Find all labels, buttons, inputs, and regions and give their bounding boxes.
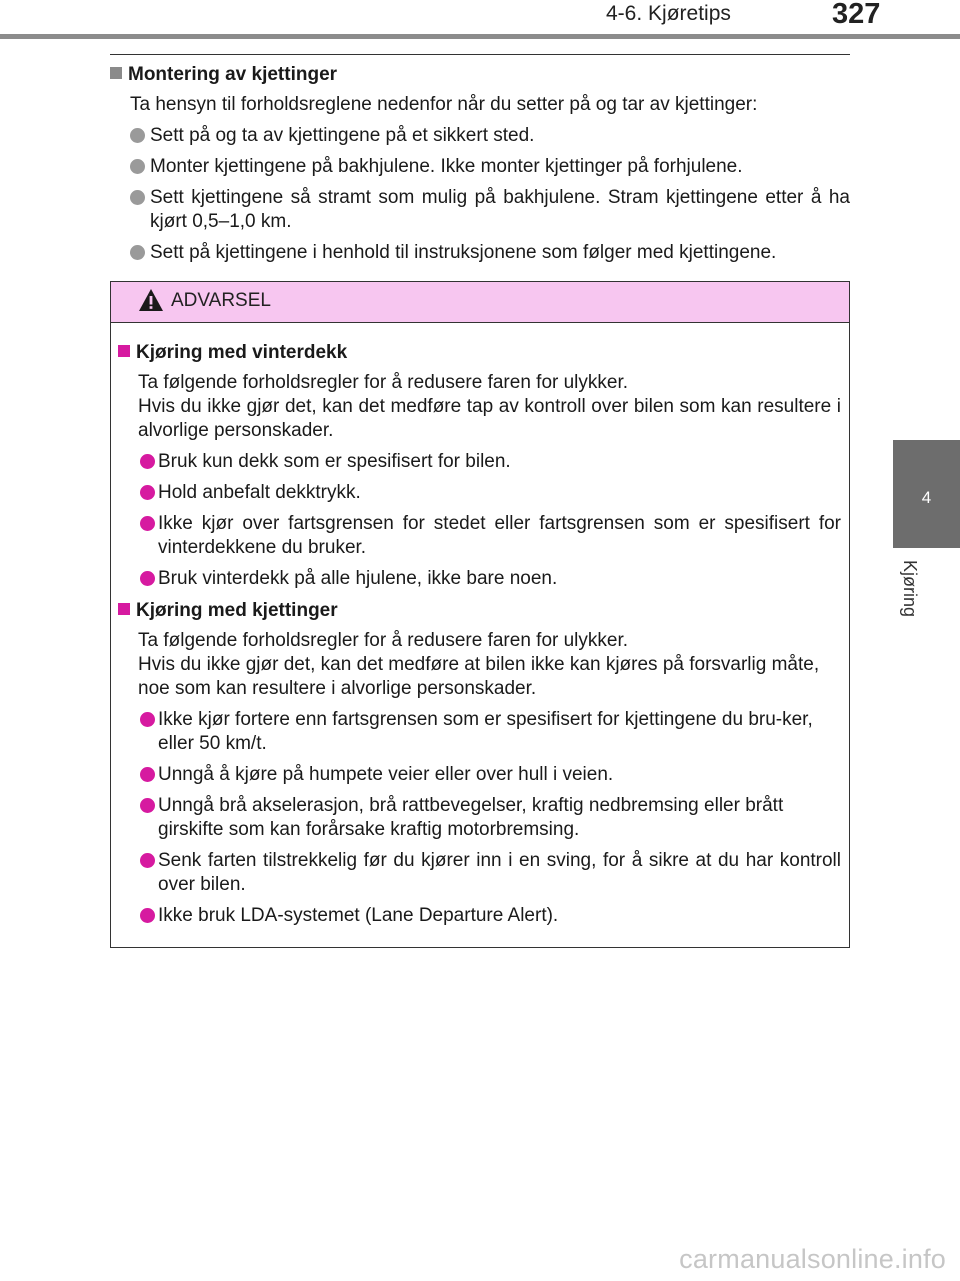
bullet-dot-icon — [140, 767, 155, 782]
section-bullet-list — [110, 124, 850, 265]
page-number: 327 — [832, 0, 881, 30]
list-item — [110, 186, 850, 234]
square-bullet-icon — [118, 345, 130, 357]
bullet-dot-icon — [140, 454, 155, 469]
warning-triangle-icon — [138, 288, 164, 312]
bullet-dot-icon — [140, 798, 155, 813]
bullet-dot-icon — [140, 853, 155, 868]
section-mounting-chains — [110, 63, 850, 265]
warning-subheading-chains — [118, 599, 841, 623]
bullet-dot-icon — [140, 485, 155, 500]
section-heading-text: Montering av kjettinger — [128, 64, 338, 85]
list-item — [118, 904, 841, 928]
list-item-text: Sett på og ta av kjettingene på et sikkert sted. — [150, 125, 535, 146]
list-item — [110, 155, 850, 179]
section-heading — [110, 63, 850, 87]
content-divider — [110, 54, 850, 55]
bullet-dot-icon — [140, 516, 155, 531]
warning-subheading-text: Kjøring med kjettinger — [136, 600, 338, 621]
list-item-text: Bruk vinterdekk på alle hjulene, ikke bare noen. — [158, 568, 558, 589]
warning-paragraph-line: Ta følgende forholdsregler for å redusere faren for ulykker. — [138, 372, 629, 393]
warning-header — [111, 282, 849, 323]
warning-paragraph — [118, 371, 841, 443]
list-item-text: Senk farten tilstrekkelig før du kjører inn i en sving, for å sikre at du har kontroll over bilen. — [158, 850, 841, 895]
warning-paragraph-line: Ta følgende forholdsregler for å redusere faren for ulykker. — [138, 630, 629, 651]
list-item-text: Sett på kjettingene i henhold til instruksjonene som følger med kjettingene. — [150, 242, 777, 263]
bullet-dot-icon — [130, 159, 145, 174]
bullet-dot-icon — [130, 245, 145, 260]
warning-title: ADVARSEL — [171, 290, 271, 311]
warning-subheading-text: Kjøring med vinterdekk — [136, 342, 348, 363]
list-item — [118, 794, 841, 842]
header-section-title: 4-6. Kjøretips — [606, 2, 731, 25]
list-item-text: Unngå å kjøre på humpete veier eller over hull i veien. — [158, 764, 614, 785]
warning-paragraph-line: Hvis du ikke gjør det, kan det medføre tap av kontroll over bilen som kan resultere i alvorlige personskader. — [138, 396, 841, 441]
list-item — [110, 124, 850, 148]
warning-subheading-winter-tires — [118, 341, 841, 365]
list-item-text: Monter kjettingene på bakhjulene. Ikke monter kjettinger på forhjulene. — [150, 156, 743, 177]
list-item-text: Sett kjettingene så stramt som mulig på bakhjulene. Stram kjettingene etter å ha kjørt 0,5–1,0 km. — [150, 187, 850, 232]
list-item — [110, 241, 850, 265]
bullet-dot-icon — [130, 128, 145, 143]
warning-body — [111, 323, 849, 928]
list-item-text: Hold anbefalt dekktrykk. — [158, 482, 361, 503]
warning-paragraph-line: Hvis du ikke gjør det, kan det medføre at bilen ikke kan kjøres på forsvarlig måte, noe som kan resultere i alvorlige personskader. — [138, 654, 820, 699]
bullet-dot-icon — [130, 190, 145, 205]
list-item — [118, 512, 841, 560]
list-item — [118, 481, 841, 505]
chapter-tab-number: 4 — [921, 488, 932, 507]
list-item-text: Ikke bruk LDA-systemet (Lane Departure Alert). — [158, 905, 559, 926]
header-divider — [0, 34, 960, 39]
list-item — [118, 708, 841, 756]
chapter-tab-label: Kjøring — [900, 560, 920, 618]
bullet-dot-icon — [140, 712, 155, 727]
warning-paragraph — [118, 629, 841, 701]
bullet-dot-icon — [140, 908, 155, 923]
chapter-tab[interactable] — [893, 440, 960, 548]
warning-box — [110, 281, 850, 948]
list-item-text: Bruk kun dekk som er spesifisert for bilen. — [158, 451, 511, 472]
section-intro: Ta hensyn til forholdsreglene nedenfor når du setter på og tar av kjettinger: — [130, 94, 758, 115]
list-item — [118, 567, 841, 591]
list-item — [118, 450, 841, 474]
list-item-text: Ikke kjør over fartsgrensen for stedet eller fartsgrensen som er spesifisert for vinterdekkene du bruker. — [158, 513, 841, 558]
list-item-text: Ikke kjør fortere enn fartsgrensen som er spesifisert for kjettingene du bru-ker, eller 50 km/t. — [158, 709, 813, 754]
square-bullet-icon — [118, 603, 130, 615]
watermark: carmanualsonline.info — [679, 1244, 946, 1274]
list-item — [118, 849, 841, 897]
list-item — [118, 763, 841, 787]
square-bullet-icon — [110, 67, 122, 79]
list-item-text: Unngå brå akselerasjon, brå rattbevegelser, kraftig nedbremsing eller brått girskifte som kan forårsake kraftig motorbremsing. — [158, 795, 784, 840]
bullet-dot-icon — [140, 571, 155, 586]
